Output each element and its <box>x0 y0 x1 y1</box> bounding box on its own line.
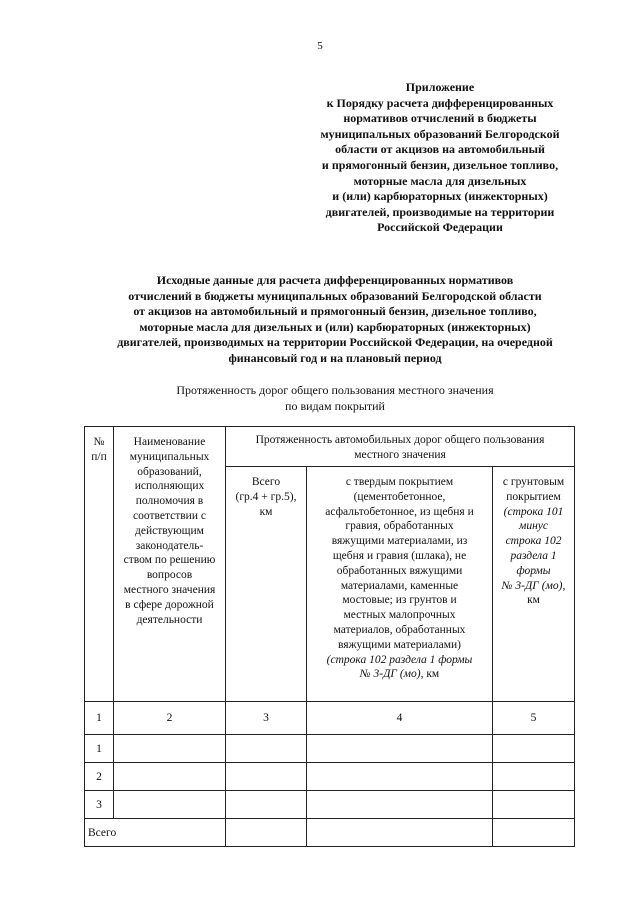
appendix-line: моторные масла для дизельных <box>353 173 527 188</box>
row-cell-empty <box>493 791 575 819</box>
header-total-line: км <box>259 505 273 518</box>
appendix-line: области от акцизов на автомобильный <box>335 142 545 157</box>
table-row <box>85 791 575 819</box>
col-number: 1 <box>85 702 114 735</box>
caption-line: по видам покрытий <box>285 398 385 413</box>
header-hard-line: щебня и гравия (шлака), не <box>332 549 467 562</box>
title-line: двигателей, производимых на территории Российской Федерации, на очередной <box>117 335 553 350</box>
title-line: отчислений в бюджеты муниципальных образований Белгородской области <box>128 288 542 303</box>
header-hard-line: асфальтобетонное, из щебня и <box>325 505 474 518</box>
page-number: 5 <box>317 40 323 52</box>
header-group-line: Протяженность автомобильных дорог общего пользования <box>255 434 545 446</box>
title-line: от акцизов на автомобильный и прямогонный бензин, дизельное топливо, <box>133 304 537 319</box>
title-line: финансовый год и на плановый период <box>228 350 442 365</box>
appendix-line: к Порядку расчета дифференцированных <box>326 95 554 110</box>
row-num: 3 <box>85 791 114 819</box>
header-num-line: п/п <box>91 450 107 463</box>
col-number: 5 <box>493 702 575 735</box>
header-ground-ref: формы <box>516 564 551 577</box>
row-cell-empty <box>307 763 493 791</box>
appendix-line: муниципальных образований Белгородской <box>320 126 560 141</box>
column-number-row <box>85 702 575 735</box>
header-ground-ref: строка 102 <box>505 535 562 548</box>
header-name-line: вопросов <box>146 569 193 582</box>
col-number: 3 <box>226 702 307 735</box>
row-cell-empty <box>493 819 575 847</box>
caption-line: Протяженность дорог общего пользования местного значения <box>176 383 494 397</box>
appendix-line: Российской Федерации <box>377 220 503 235</box>
header-ground-line: с грунтовым <box>502 476 565 488</box>
header-num-line: № <box>93 436 105 448</box>
header-ground-ref: минус <box>519 520 549 533</box>
header-hard-line: гравия, обработанных <box>345 520 454 533</box>
header-name-line: законодатель- <box>135 539 204 552</box>
row-cell-empty <box>226 791 307 819</box>
header-name-line: соответствии с <box>133 509 206 522</box>
header-total-line: Всего <box>251 476 281 488</box>
row-cell-empty <box>226 763 307 791</box>
header-hard-unit: , км <box>420 668 440 681</box>
header-name-line: муниципальных <box>129 450 210 463</box>
header-ground-surface <box>493 467 575 702</box>
header-name-line: исполняющих <box>134 480 205 493</box>
header-ground-line: покрытием <box>506 490 561 503</box>
row-cell-empty <box>114 791 226 819</box>
appendix-heading <box>300 80 580 236</box>
row-num: 2 <box>85 763 114 791</box>
header-hard-line: вяжущими материалами, из <box>331 535 468 548</box>
header-name-line: местного значения <box>123 583 216 596</box>
header-total-length <box>226 467 307 702</box>
header-hard-line: с твердым покрытием <box>345 476 454 488</box>
header-group-line: местного значения <box>354 448 446 461</box>
appendix-line: Приложение <box>405 80 475 94</box>
row-cell-empty <box>226 735 307 763</box>
header-ground-ref: раздела 1 <box>510 549 557 562</box>
header-hard-line: (цементобетонное, <box>353 490 446 503</box>
header-name-line: полномочия в <box>135 495 204 508</box>
header-municipality-name <box>114 427 226 702</box>
header-hard-form: № 3-ДГ (мо) <box>359 668 421 681</box>
document-title <box>70 273 600 367</box>
appendix-line: нормативов отчислений в бюджеты <box>343 111 537 126</box>
header-ground-ref: (строка 101 <box>503 505 564 518</box>
header-hard-surface <box>307 467 493 702</box>
header-road-length-group <box>226 427 575 467</box>
header-name-line: ством по решению <box>123 554 216 567</box>
header-hard-line: вяжущими материалами) <box>338 638 461 651</box>
appendix-line: и прямогонный бензин, дизельное топливо, <box>321 157 559 172</box>
header-name-line: деятельности <box>136 613 203 626</box>
title-line: Исходные данные для расчета дифференцированных нормативов <box>156 273 514 287</box>
header-ground-unit: км <box>527 594 540 607</box>
header-hard-reference: (строка 102 раздела 1 формы <box>326 653 473 666</box>
header-hard-line: местных малопрочных <box>343 609 456 622</box>
total-label: Всего <box>85 819 226 847</box>
appendix-line: двигателей, производимые на территории <box>325 204 555 219</box>
table-row <box>85 735 575 763</box>
row-cell-empty <box>307 735 493 763</box>
row-cell-empty <box>307 819 493 847</box>
row-cell-empty <box>493 735 575 763</box>
row-cell-empty <box>114 763 226 791</box>
header-hard-line: обработанных вяжущими <box>336 564 463 577</box>
header-name-line: в сфере дорожной <box>125 598 214 611</box>
row-num: 1 <box>85 735 114 763</box>
table-caption <box>100 383 570 414</box>
table-row <box>85 763 575 791</box>
header-hard-line: мостовые; из грунтов и <box>342 594 457 607</box>
row-cell-empty <box>226 819 307 847</box>
total-row <box>85 819 575 847</box>
row-cell-empty <box>307 791 493 819</box>
header-total-line: (гр.4 + гр.5), <box>235 490 297 503</box>
appendix-line: и (или) карбюраторных (инжекторных) <box>332 189 548 204</box>
header-name-line: действующим <box>135 524 204 537</box>
title-line: моторные масла для дизельных и (или) карбюраторных (инжекторных) <box>139 319 531 334</box>
col-number: 2 <box>114 702 226 735</box>
col-number: 4 <box>307 702 493 735</box>
road-length-table <box>84 426 575 847</box>
row-cell-empty <box>493 763 575 791</box>
header-name-line: образований, <box>137 465 202 478</box>
header-ground-ref: № 3-ДГ (мо), <box>501 579 566 592</box>
row-cell-empty <box>114 735 226 763</box>
header-hard-reference-line <box>307 667 492 682</box>
header-hard-line: материалов, обработанных <box>333 623 466 636</box>
header-num <box>85 427 114 702</box>
header-row-top <box>85 427 575 467</box>
header-hard-line: материалами, каменные <box>340 579 459 592</box>
header-name-line: Наименование <box>133 436 206 448</box>
